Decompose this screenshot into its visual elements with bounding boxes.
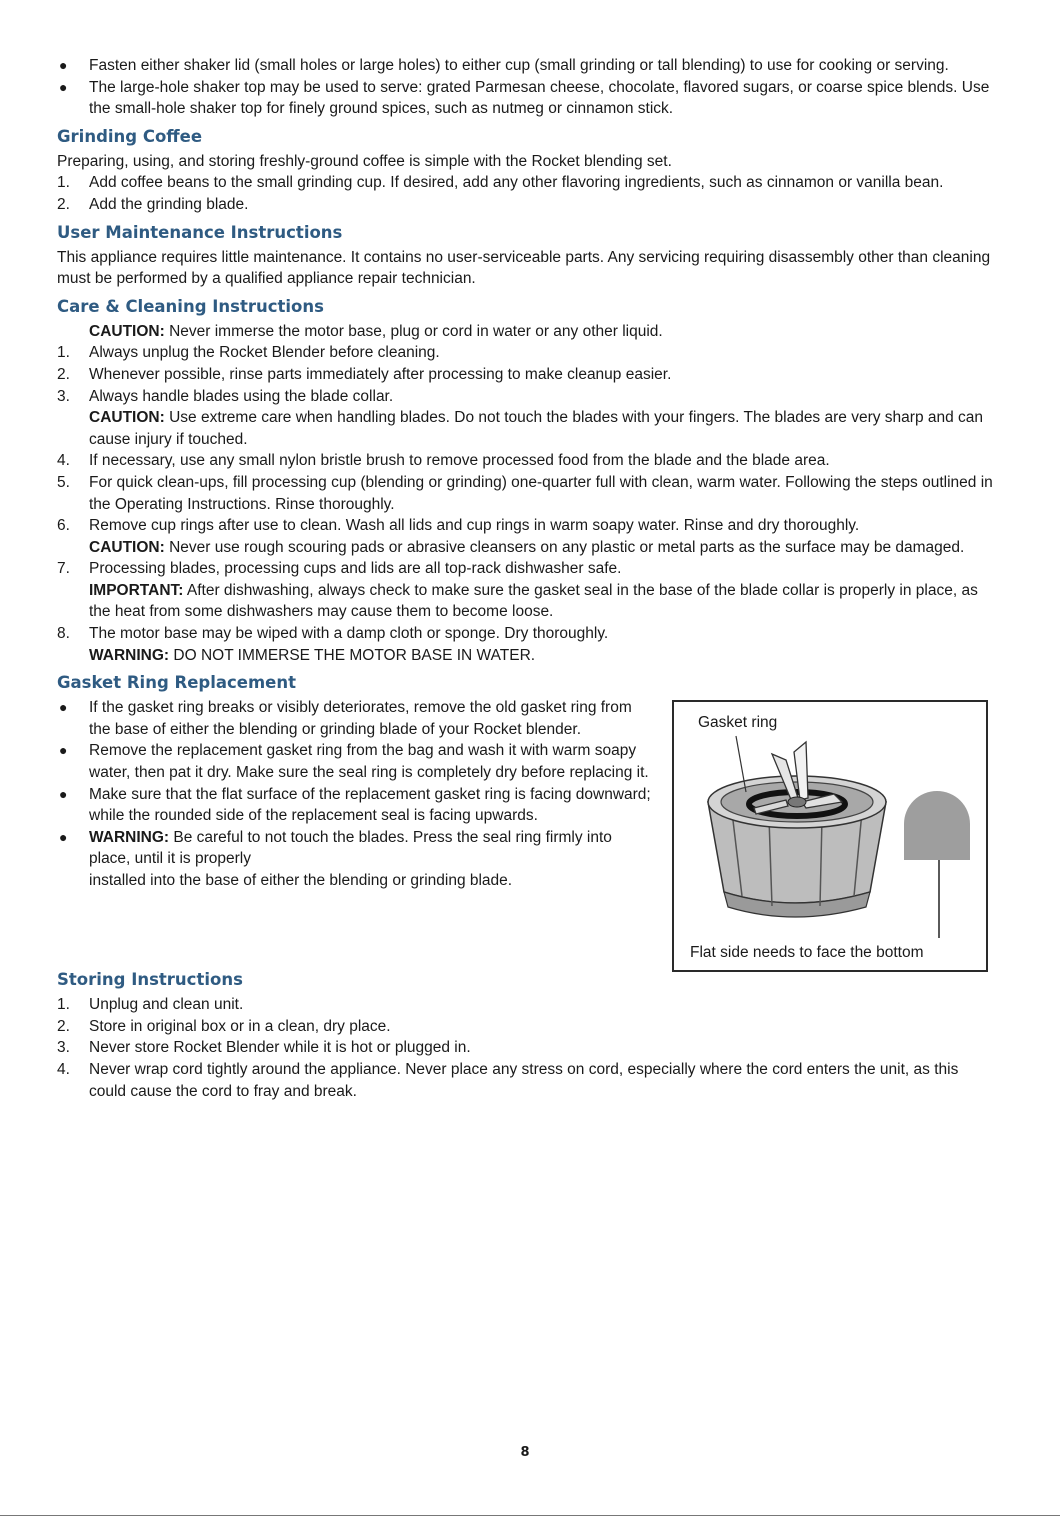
list-item: 2. Whenever possible, rinse parts immediately after processing to make cleanup easier. [57, 365, 672, 383]
list-item: 3. Always handle blades using the blade collar. CAUTION: Use extreme care when handling blades. Do not touch the blades with your fingers. The blades are very sharp and can cause injury if touched. [57, 387, 984, 448]
section-heading-storing: Storing Instructions [57, 970, 243, 990]
bullet-icon: ● [59, 78, 68, 95]
list-item: 8. The motor base may be wiped with a damp cloth or sponge. Dry thoroughly. WARNING: DO NOT IMMERSE THE MOTOR BASE IN WATER. [57, 625, 609, 664]
list-item: 2. Add the grinding blade. [57, 195, 249, 213]
bullet-icon: ● [59, 57, 68, 73]
list-item: ● Remove the replacement gasket ring from the bag and wash it with warm soapy water, then pat it dry. Make sure the seal ring is completely dry before replacing it. [59, 742, 649, 782]
maintenance-text: This appliance requires little maintenance. It contains no user-serviceable parts. Any servicing requiring disassembly other than cleaning must be performed by a qualified appliance repair technician. [57, 248, 991, 288]
gasket-ring-label: Gasket ring [698, 714, 778, 732]
grinding-intro: Preparing, using, and storing freshly-ground coffee is simple with the Rocket blending set. [57, 152, 672, 170]
list-item: 3. Never store Rocket Blender while it is hot or plugged in. [57, 1039, 471, 1057]
list-item: 7. Processing blades, processing cups and lids are all top-rack dishwasher safe. IMPORTANT: After dishwashing, always check to make sure the gasket seal in the base of the blade collar is properly in place, as the heat from some dishwashers may cause them to become loose. [57, 560, 978, 621]
list-item: ● If the gasket ring breaks or visibly deteriorates, remove the old gasket ring from the base of either the blending or grinding blade of your Rocket blender. [59, 699, 632, 738]
list-item: 1. Always unplug the Rocket Blender before cleaning. [57, 344, 440, 362]
page-number: 8 [520, 1445, 530, 1460]
page-bottom-rule [0, 1515, 1060, 1516]
flat-side-label: Flat side needs to face the bottom [690, 944, 924, 962]
list-item: ● Make sure that the flat surface of the replacement gasket ring is facing downward; while the rounded side of the replacement seal is facing upwards. [59, 785, 651, 825]
section-heading-gasket: Gasket Ring Replacement [57, 673, 297, 693]
bullet-icon: ● [59, 828, 68, 845]
list-item: 1. Unplug and clean unit. [57, 996, 244, 1014]
list-item: 4. If necessary, use any small nylon bristle brush to remove processed food from the blade and the blade area. [57, 452, 830, 470]
section-heading-care: Care & Cleaning Instructions [57, 296, 324, 316]
list-item: ● Fasten either shaker lid (small holes or large holes) to either cup (small grinding or tall blending) to use for cooking or serving. [57, 55, 997, 77]
list-item: 4. Never wrap cord tightly around the appliance. Never place any stress on cord, especially where the cord enters the unit, as this could cause the cord to fray and break. [57, 1061, 959, 1100]
list-item: 5. For quick clean-ups, fill processing cup (blending or grinding) one-quarter full with clean, warm water. Following the steps outlined in the Operating Instructions. Rinse thoroughly. [57, 473, 993, 513]
gasket-ring-figure [672, 700, 988, 972]
page-content [57, 55, 997, 1102]
blade-assembly-illustration [674, 702, 986, 970]
list-item: ● WARNING: Be careful to not touch the blades. Press the seal ring firmly into place, until it is properly installed into the base of either the blending or grinding blade. [59, 828, 612, 889]
gasket-text [57, 697, 657, 891]
gasket-section [57, 697, 997, 963]
bullet-icon: ● [59, 742, 68, 759]
list-item: 2. Store in original box or in a clean, dry place. [57, 1017, 391, 1035]
section-heading-maintenance: User Maintenance Instructions [57, 222, 343, 242]
list-item: 1. Add coffee beans to the small grinding cup. If desired, add any other flavoring ingredients, such as cinnamon or vanilla bean. [57, 174, 944, 192]
section-heading-grinding: Grinding Coffee [57, 126, 203, 146]
bullet-icon: ● [59, 785, 68, 802]
list-item: ● The large-hole shaker top may be used to serve: grated Parmesan cheese, chocolate, flavored sugars, or coarse spice blends. Use the small-hole shaker top for finely ground spices, such as nutmeg or cinnamon stick. [59, 78, 990, 118]
bullet-icon: ● [59, 699, 68, 716]
care-caution: CAUTION: Never immerse the motor base, plug or cord in water or any other liquid. [89, 322, 663, 340]
list-item: 6. Remove cup rings after use to clean. Wash all lids and cup rings in warm soapy water. Rinse and dry thoroughly. CAUTION: Never use rough scouring pads or abrasive cleansers on any plastic or metal parts as the surface may be damaged. [57, 517, 965, 556]
